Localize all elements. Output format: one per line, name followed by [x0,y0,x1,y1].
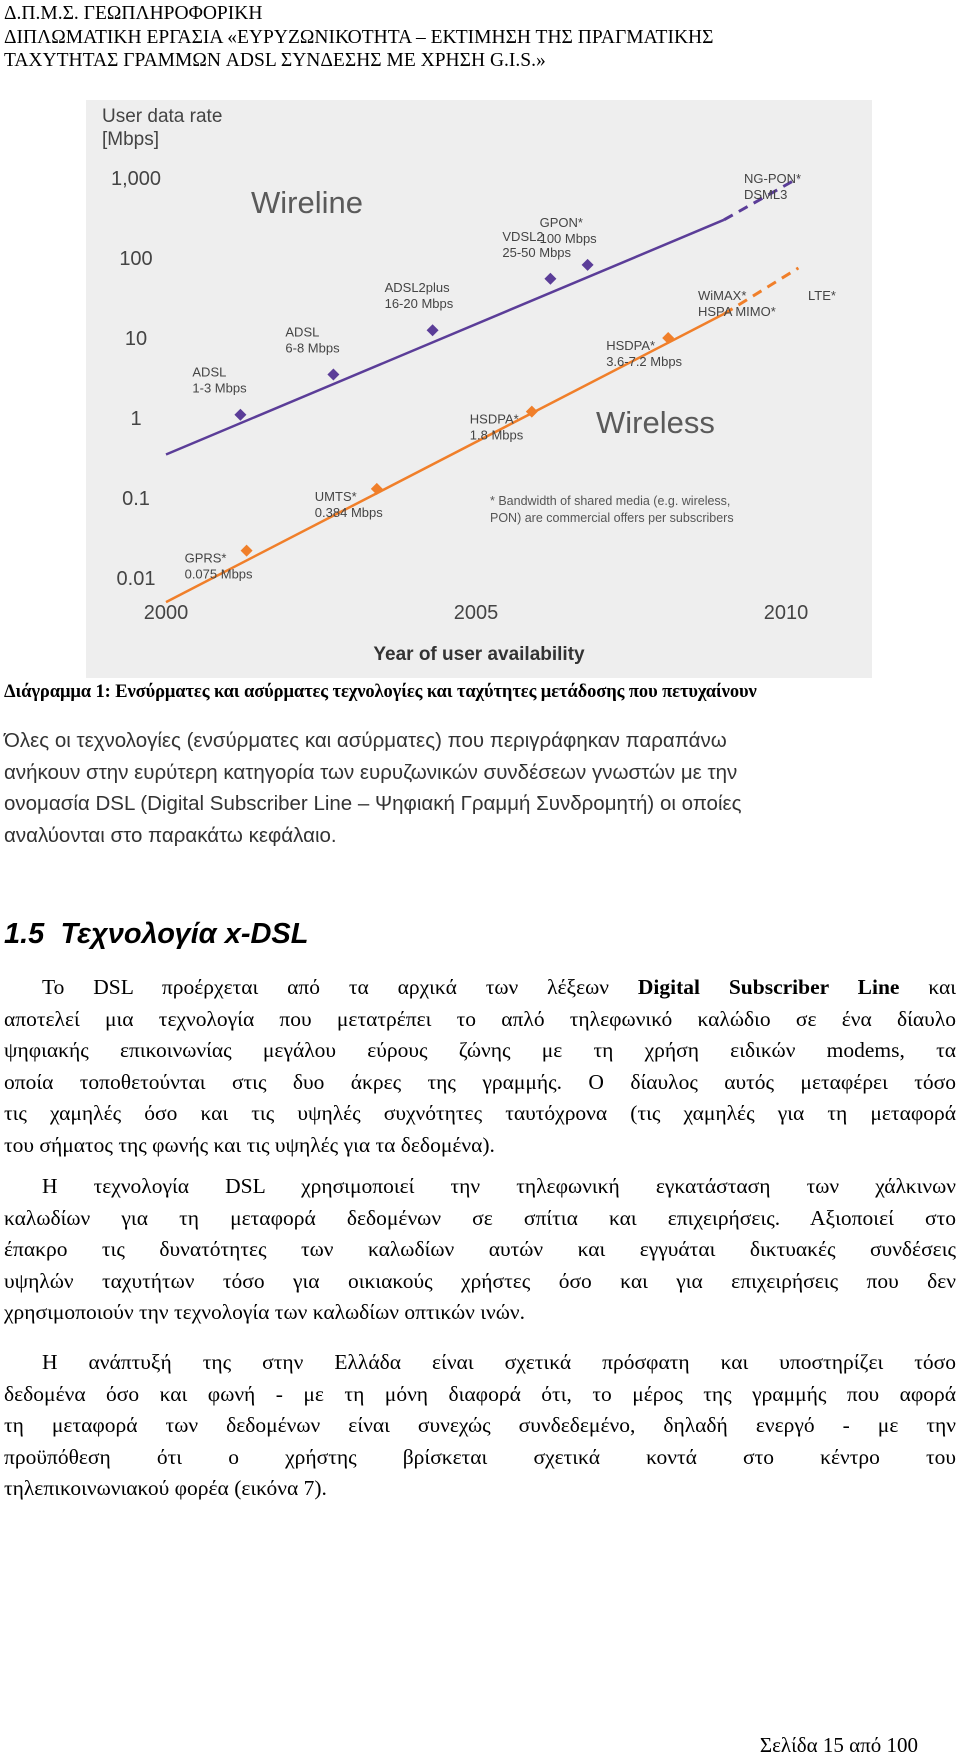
x-tick-label: 2000 [143,602,189,624]
paragraph-line: έπακρο τις δυνατότητες των καλωδίων αυτών και εγγυάται δικτυακές συνδέσεις [4,1237,956,1262]
header-line-2: ΔΙΠΛΩΜΑΤΙΚΗ ΕΡΓΑΣΙΑ «ΕΥΡΥΖΩΝΙΚΟΤΗΤΑ – ΕΚΤΙΜΗΣΗ ΤΗΣ ΠΡΑΓΜΑΤΙΚΗΣ [4,26,714,48]
data-point-label: 1-3 Mbps [192,380,247,396]
data-point-label: 3.6-7.2 Mbps [606,354,683,369]
y-axis-title-line1: User data rate [102,106,223,127]
data-point-label: 1.8 Mbps [469,427,524,443]
data-point-label: VDSL2 [502,228,544,244]
intro-paragraph [4,725,956,852]
data-point-label: 6-8 Mbps [285,340,340,356]
wireline-label: Wireline [251,185,363,220]
data-point-label: GPON* [539,214,583,230]
paragraph-line: προϋπόθεση ότι ο χρήστης βρίσκεται σχετικά κοντά στο κέντρο του [4,1444,956,1469]
wireless-label: Wireless [596,405,715,440]
paragraph-line: αποτελεί μια τεχνολογία που μετατρέπει το απλό τηλεφωνικό καλώδιο σε ένα δίαυλο [4,1006,956,1031]
paragraph-line: Η τεχνολογία DSL χρησιμοποιεί την τηλεφωνική εγκατάσταση των χάλκινων [42,1174,956,1198]
paragraph-line: του σήματος της φωνής και τις υψηλές για τα δεδομένα). [4,1132,495,1157]
series-end-label: NG-PON* [744,171,802,186]
data-point-label: 100 Mbps [539,230,597,246]
paragraph-dsl-definition [4,972,956,1162]
data-point-label: 0.075 Mbps [184,566,253,582]
data-point-label: HSDPA* [469,411,519,427]
paragraph-line: οποία τοποθετούνται στις δυο άκρες της γραμμής. Ο δίαυλος αυτός μεταφέρει τόσο [4,1069,956,1094]
y-tick-label: 0.01 [116,568,156,590]
data-point-label: ADSL [192,364,227,380]
broadband-chart-figure [86,100,872,678]
figure-caption: Διάγραμμα 1: Ενσύρματες και ασύρματες τεχνολογίες και ταχύτητες μετάδοσης που πετυχαίνουν [4,682,757,702]
data-point-label: 0.384 Mbps [314,504,383,520]
data-point-label: ADSL [285,324,320,340]
paragraph-line: χρησιμοποιούν την τεχνολογία των καλωδίων οπτικών ινών. [4,1300,526,1325]
y-tick-label: 10 [124,328,148,350]
document-header [4,2,713,73]
broadband-chart [86,100,872,678]
x-tick-label: 2010 [763,602,809,624]
intro-line: ονομασία DSL (Digital Subscriber Line – Ψηφιακή Γραμμή Συνδρομητή) οι οποίες [4,792,742,816]
paragraph-line: καλωδίων για τη μεταφορά δεδομένων σε σπίτια και επιχειρήσεις. Αξιοποιεί στο [4,1205,956,1230]
header-line-1: Δ.Π.Μ.Σ. ΓΕΩΠΛΗΡΟΦΟΡΙΚΗ [4,3,263,24]
x-axis-title: Year of user availability [373,644,585,665]
y-tick-label: 0.1 [122,488,150,510]
section-heading [4,918,308,951]
paragraph-line: τη μεταφορά των δεδομένων είναι συνεχώς συνδεδεμένο, δηλαδή ενεργό - με την [4,1413,956,1438]
data-point-label: UMTS* [314,488,357,504]
y-tick-label: 1,000 [110,168,162,190]
x-tick-label: 2005 [453,602,499,624]
page-number: Σελίδα 15 από 100 [759,1733,918,1757]
intro-line: αναλύονται στο παρακάτω κεφάλαιο. [4,824,337,848]
header-line-3: ΤΑΧΥΤΗΤΑΣ ΓΡΑΜΜΩΝ ADSL ΣΥΝΔΕΣΗΣ ΜΕ ΧΡΗΣΗ G.I.S.» [4,50,546,71]
paragraph-line: ψηφιακής επικοινωνίας μεγάλου εύρους ζώνης με τη χρήση ειδικών modems, τα [4,1038,956,1063]
paragraph-line: τηλεπικοινωνιακού φορέα (εικόνα 7). [4,1476,327,1501]
y-tick-label: 100 [119,248,153,270]
series-extra-label: WiMAX* [698,288,747,303]
data-point-label: 16-20 Mbps [384,296,454,312]
intro-line: Όλες οι τεχνολογίες (ενσύρματες και ασύρματες) που περιγράφηκαν παραπάνω [4,729,727,752]
data-point-label: ADSL2plus [384,280,450,296]
paragraph-dsl-usage [4,1171,956,1329]
paragraph-line [4,972,956,1004]
paragraph-line: δεδομένα όσο και φωνή - με τη μόνη διαφορά ότι, το μέρος της γραμμής που αφορά [4,1381,956,1406]
paragraph-line: τις χαμηλές όσο και τις υψηλές συχνότητες ταυτόχρονα (τις χαμηλές για τη μεταφορά [4,1101,956,1126]
paragraph-line: Η ανάπτυξή της στην Ελλάδα είναι σχετικά πρόσφατη και υποστηρίζει τόσο [42,1350,956,1374]
y-axis-title-line2: [Mbps] [102,129,160,150]
data-point-label: GPRS* [184,550,227,566]
y-tick-label: 1 [130,408,142,430]
bold-term: Digital Subscriber Line [637,975,900,999]
text-span: και [928,975,957,999]
data-point-label: HSDPA* [606,338,656,353]
footnote-line1: * Bandwidth of shared media (e.g. wireless, [490,494,731,508]
footnote-line2: PON) are commercial offers per subscribers [490,511,734,525]
series-extra-label: HSPA MIMO* [698,304,776,319]
series-extra-label: LTE* [808,288,836,303]
paragraph-line: υψηλών ταχυτήτων τόσο για οικιακούς χρήστες όσο και για επιχειρήσεις που δεν [4,1268,956,1293]
section-title-text: Τεχνολογία x-DSL [60,918,309,950]
series-end-label: DSML3 [744,187,788,202]
section-number: 1.5 [4,918,45,950]
data-point-label: 25-50 Mbps [502,244,572,260]
paragraph-dsl-greece [4,1347,956,1505]
text-span: Το DSL προέρχεται από τα αρχικά των λέξεων [42,975,610,999]
intro-line: ανήκουν στην ευρύτερη κατηγορία των ευρυζωνικών συνδέσεων γνωστών με την [4,760,738,784]
